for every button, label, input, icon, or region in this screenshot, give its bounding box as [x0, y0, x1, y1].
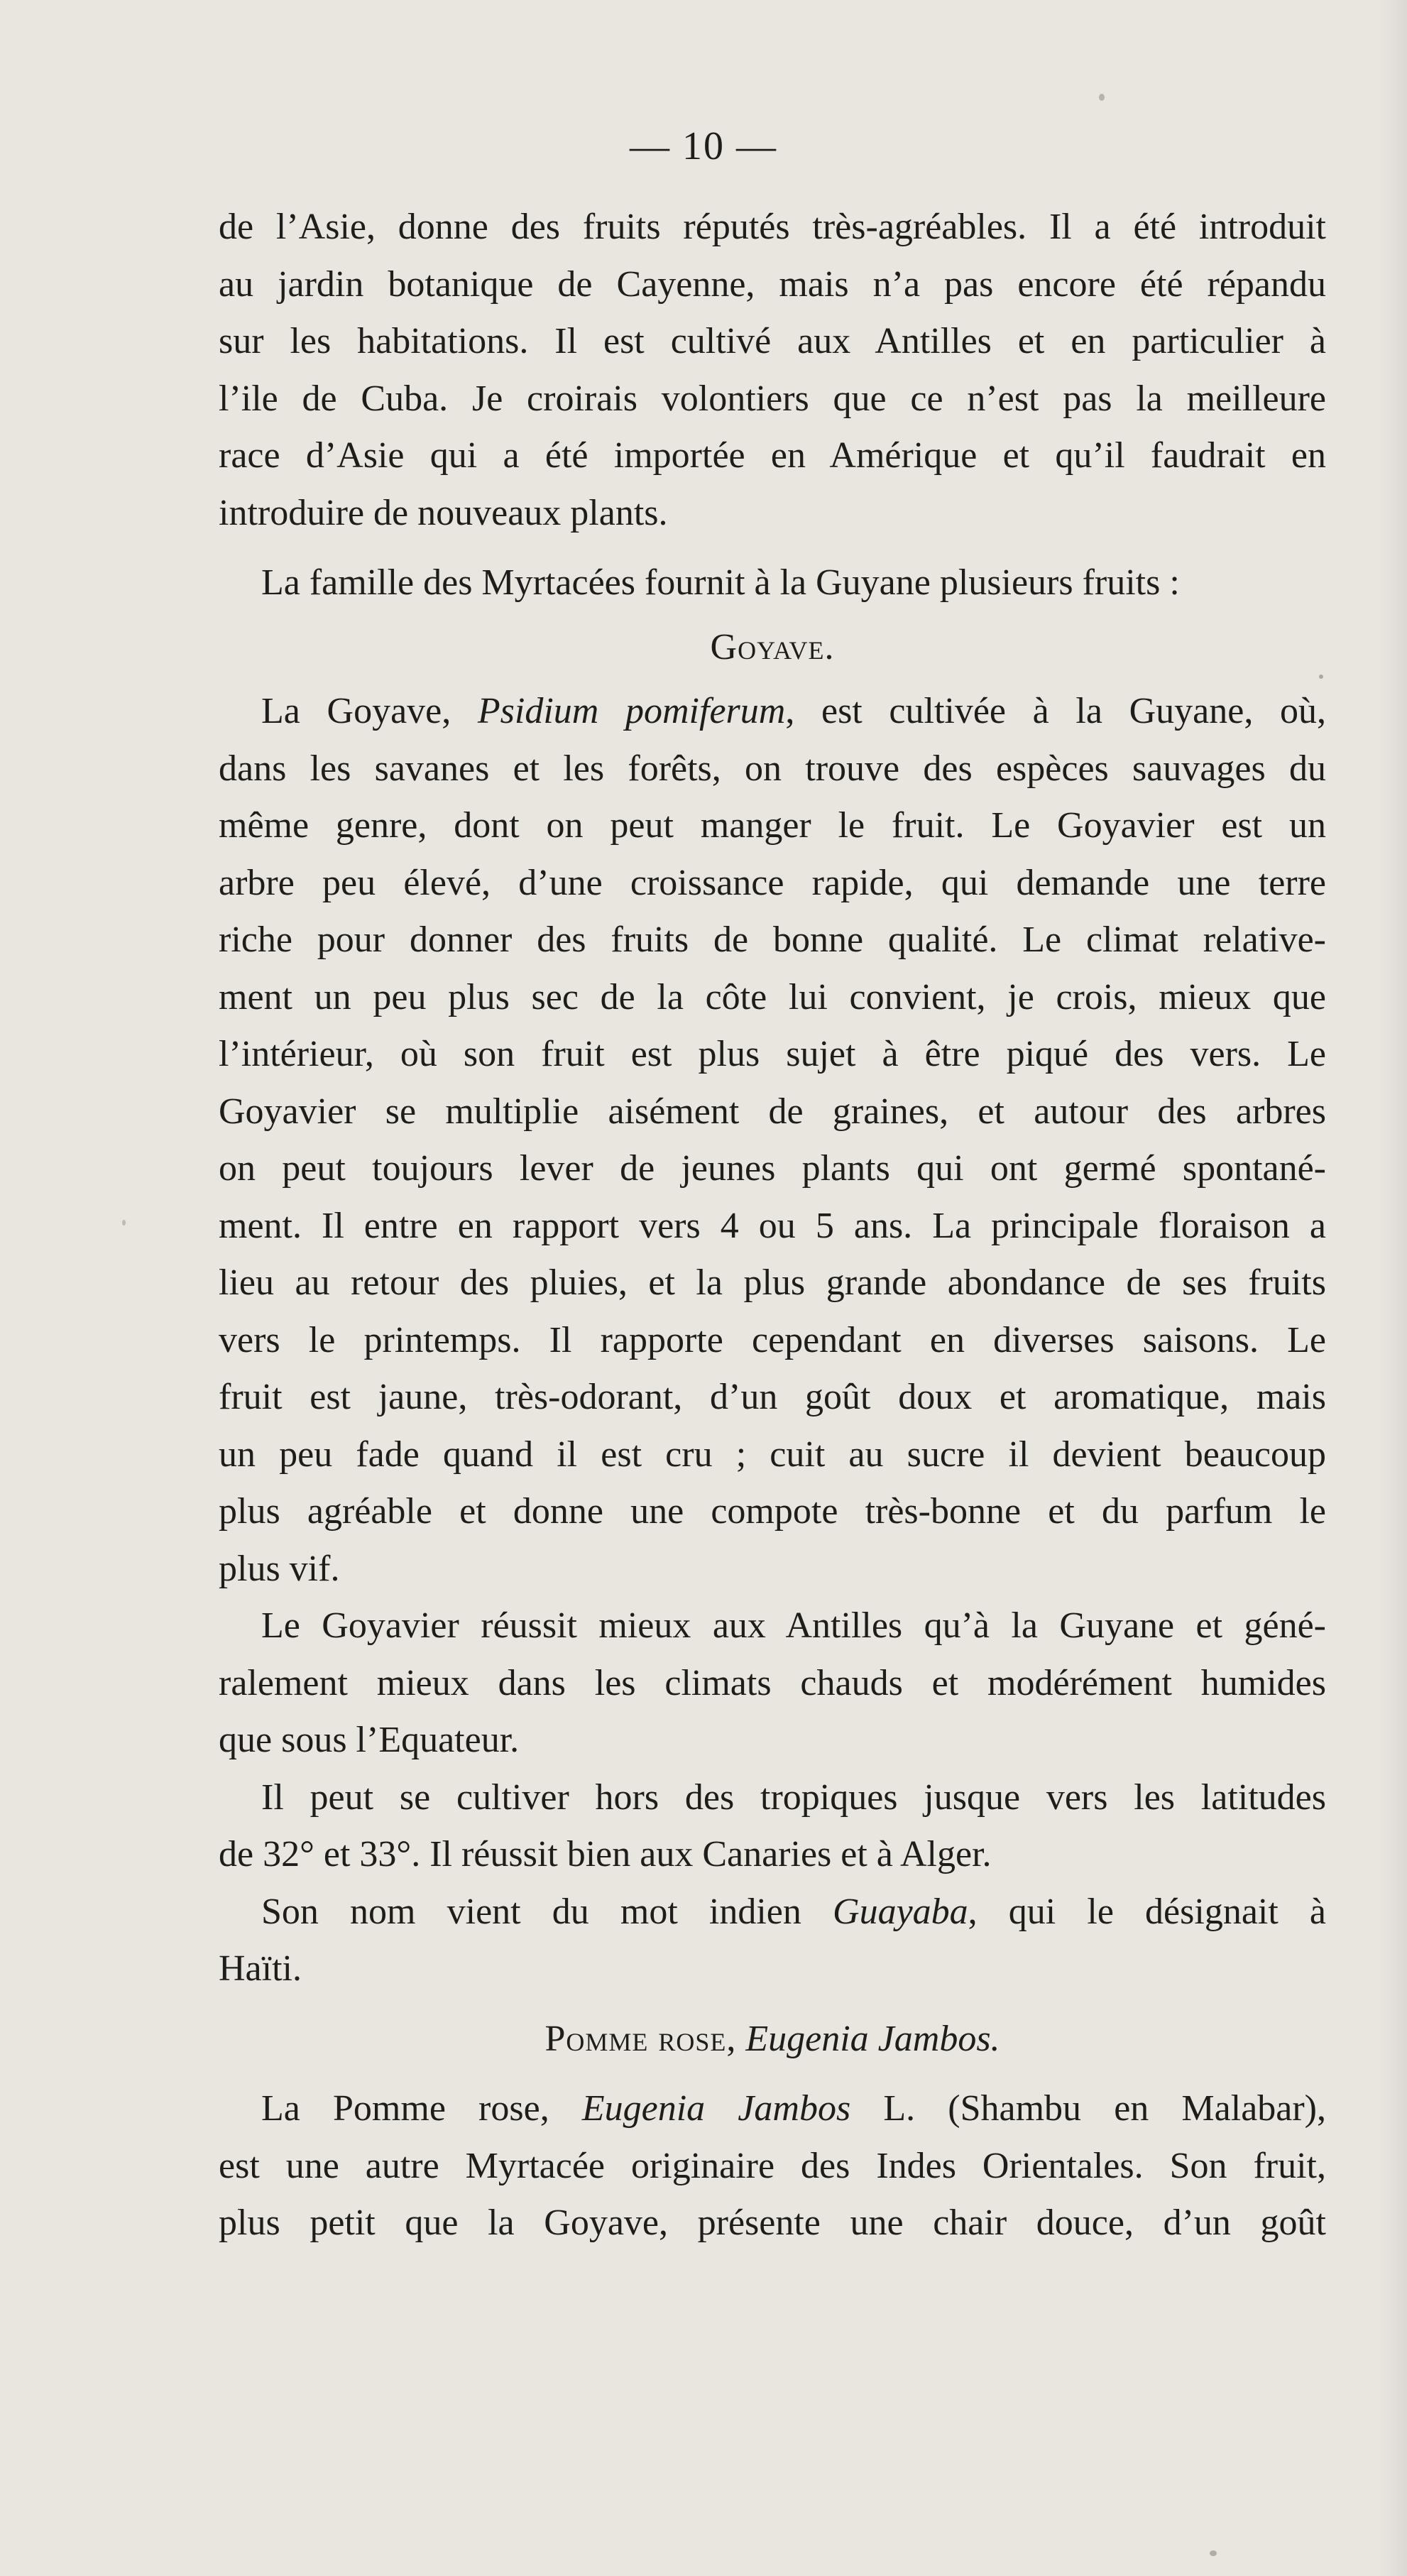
text-line	[219, 2080, 1326, 2138]
latin-name: Eugenia Jambos.	[745, 2018, 1000, 2059]
text-run: L. (Shambu en Malabar),	[850, 2088, 1326, 2129]
page-body-text	[219, 199, 1326, 2252]
text-run: , qui le désignait à	[968, 1891, 1326, 1932]
text-line: Haïti.	[219, 1948, 302, 1989]
text-line: race d’Asie qui a été importée en Amérique et qu’il faudrait en	[219, 435, 1326, 476]
text-line: l’intérieur, où son fruit est plus sujet à être piqué des vers. Le	[219, 1034, 1326, 1074]
text-line: de l’Asie, donne des fruits réputés très-agréables. Il a été introduit	[219, 207, 1326, 247]
text-line: plus vif.	[219, 1548, 340, 1589]
text-line: de 32° et 33°. Il réussit bien aux Canaries et à Alger.	[219, 1834, 992, 1874]
page-edge-shadow	[1379, 0, 1407, 2576]
paper-speck	[1099, 94, 1105, 101]
text-line: un peu fade quand il est cru ; cuit au sucre il devient beaucoup	[219, 1434, 1326, 1475]
text-line: ralement mieux dans les climats chauds et modérément humides	[219, 1662, 1326, 1703]
text-line: est une autre Myrtacée originaire des Indes Orientales. Son fruit,	[219, 2145, 1326, 2186]
text-line: ment. Il entre en rapport vers 4 ou 5 ans. La principale floraison a	[219, 1205, 1326, 1246]
text-line: riche pour donner des fruits de bonne qualité. Le climat relative-	[219, 919, 1326, 960]
text-line: que sous l’Equateur.	[219, 1720, 520, 1760]
text-run: , est cultivée à la Guyane, où,	[785, 691, 1326, 731]
myrtacees-intro-line: La famille des Myrtacées fournit à la Guyane plusieurs fruits :	[261, 562, 1180, 603]
paper-speck	[1210, 2550, 1217, 2556]
text-line: dans les savanes et les forêts, on trouve des espèces sauvages du	[219, 748, 1326, 789]
text-run: La Pomme rose,	[261, 2088, 582, 2129]
text-line: arbre peu élevé, d’une croissance rapide, qui demande une terre	[219, 862, 1326, 903]
page-number-header: — 10 —	[630, 124, 777, 168]
text-line: fruit est jaune, très-odorant, d’un goût doux et aromatique, mais	[219, 1377, 1326, 1417]
text-line: plus agréable et donne une compote très-bonne et du parfum le	[219, 1491, 1326, 1532]
paper-speck	[122, 1220, 126, 1226]
heading-label: Pomme rose,	[544, 2018, 737, 2059]
indian-word: Guayaba	[833, 1891, 968, 1932]
text-line: sur les habitations. Il est cultivé aux Antilles et en particulier à	[219, 321, 1326, 361]
text-line: au jardin botanique de Cayenne, mais n’a pas encore été répandu	[219, 263, 1326, 305]
text-line: Le Goyavier réussit mieux aux Antilles qu’à la Guyane et géné-	[261, 1605, 1326, 1646]
section-heading-goyave: Goyave.	[710, 626, 835, 667]
text-line	[219, 683, 1326, 741]
section-heading-pomme-rose	[219, 2011, 1326, 2068]
text-line: l’ile de Cuba. Je croirais volontiers que ce n’est pas la meilleure	[219, 378, 1326, 419]
text-line: ment un peu plus sec de la côte lui convient, je crois, mieux que	[219, 976, 1326, 1017]
text-line: même genre, dont on peut manger le fruit. Le Goyavier est un	[219, 805, 1326, 846]
text-line: introduire de nouveaux plants.	[219, 492, 668, 533]
text-line: on peut toujours lever de jeunes plants qui ont germé spontané-	[219, 1148, 1326, 1189]
text-line: lieu au retour des pluies, et la plus grande abondance de ses fruits	[219, 1262, 1326, 1303]
latin-name: Psidium pomiferum	[477, 691, 786, 731]
text-run: Son nom vient du mot indien	[261, 1891, 833, 1932]
text-run: La Goyave,	[261, 691, 478, 731]
latin-name: Eugenia Jambos	[581, 2088, 851, 2129]
text-line	[219, 1884, 1326, 1941]
text-line: vers le printemps. Il rapporte cependant en diverses saisons. Le	[219, 1319, 1326, 1360]
text-line: Il peut se cultiver hors des tropiques jusque vers les latitudes	[261, 1777, 1326, 1818]
text-line: plus petit que la Goyave, présente une chair douce, d’un goût	[219, 2203, 1326, 2243]
paper-speck	[1319, 675, 1323, 679]
text-line: Goyavier se multiplie aisément de graines, et autour des arbres	[219, 1091, 1326, 1132]
